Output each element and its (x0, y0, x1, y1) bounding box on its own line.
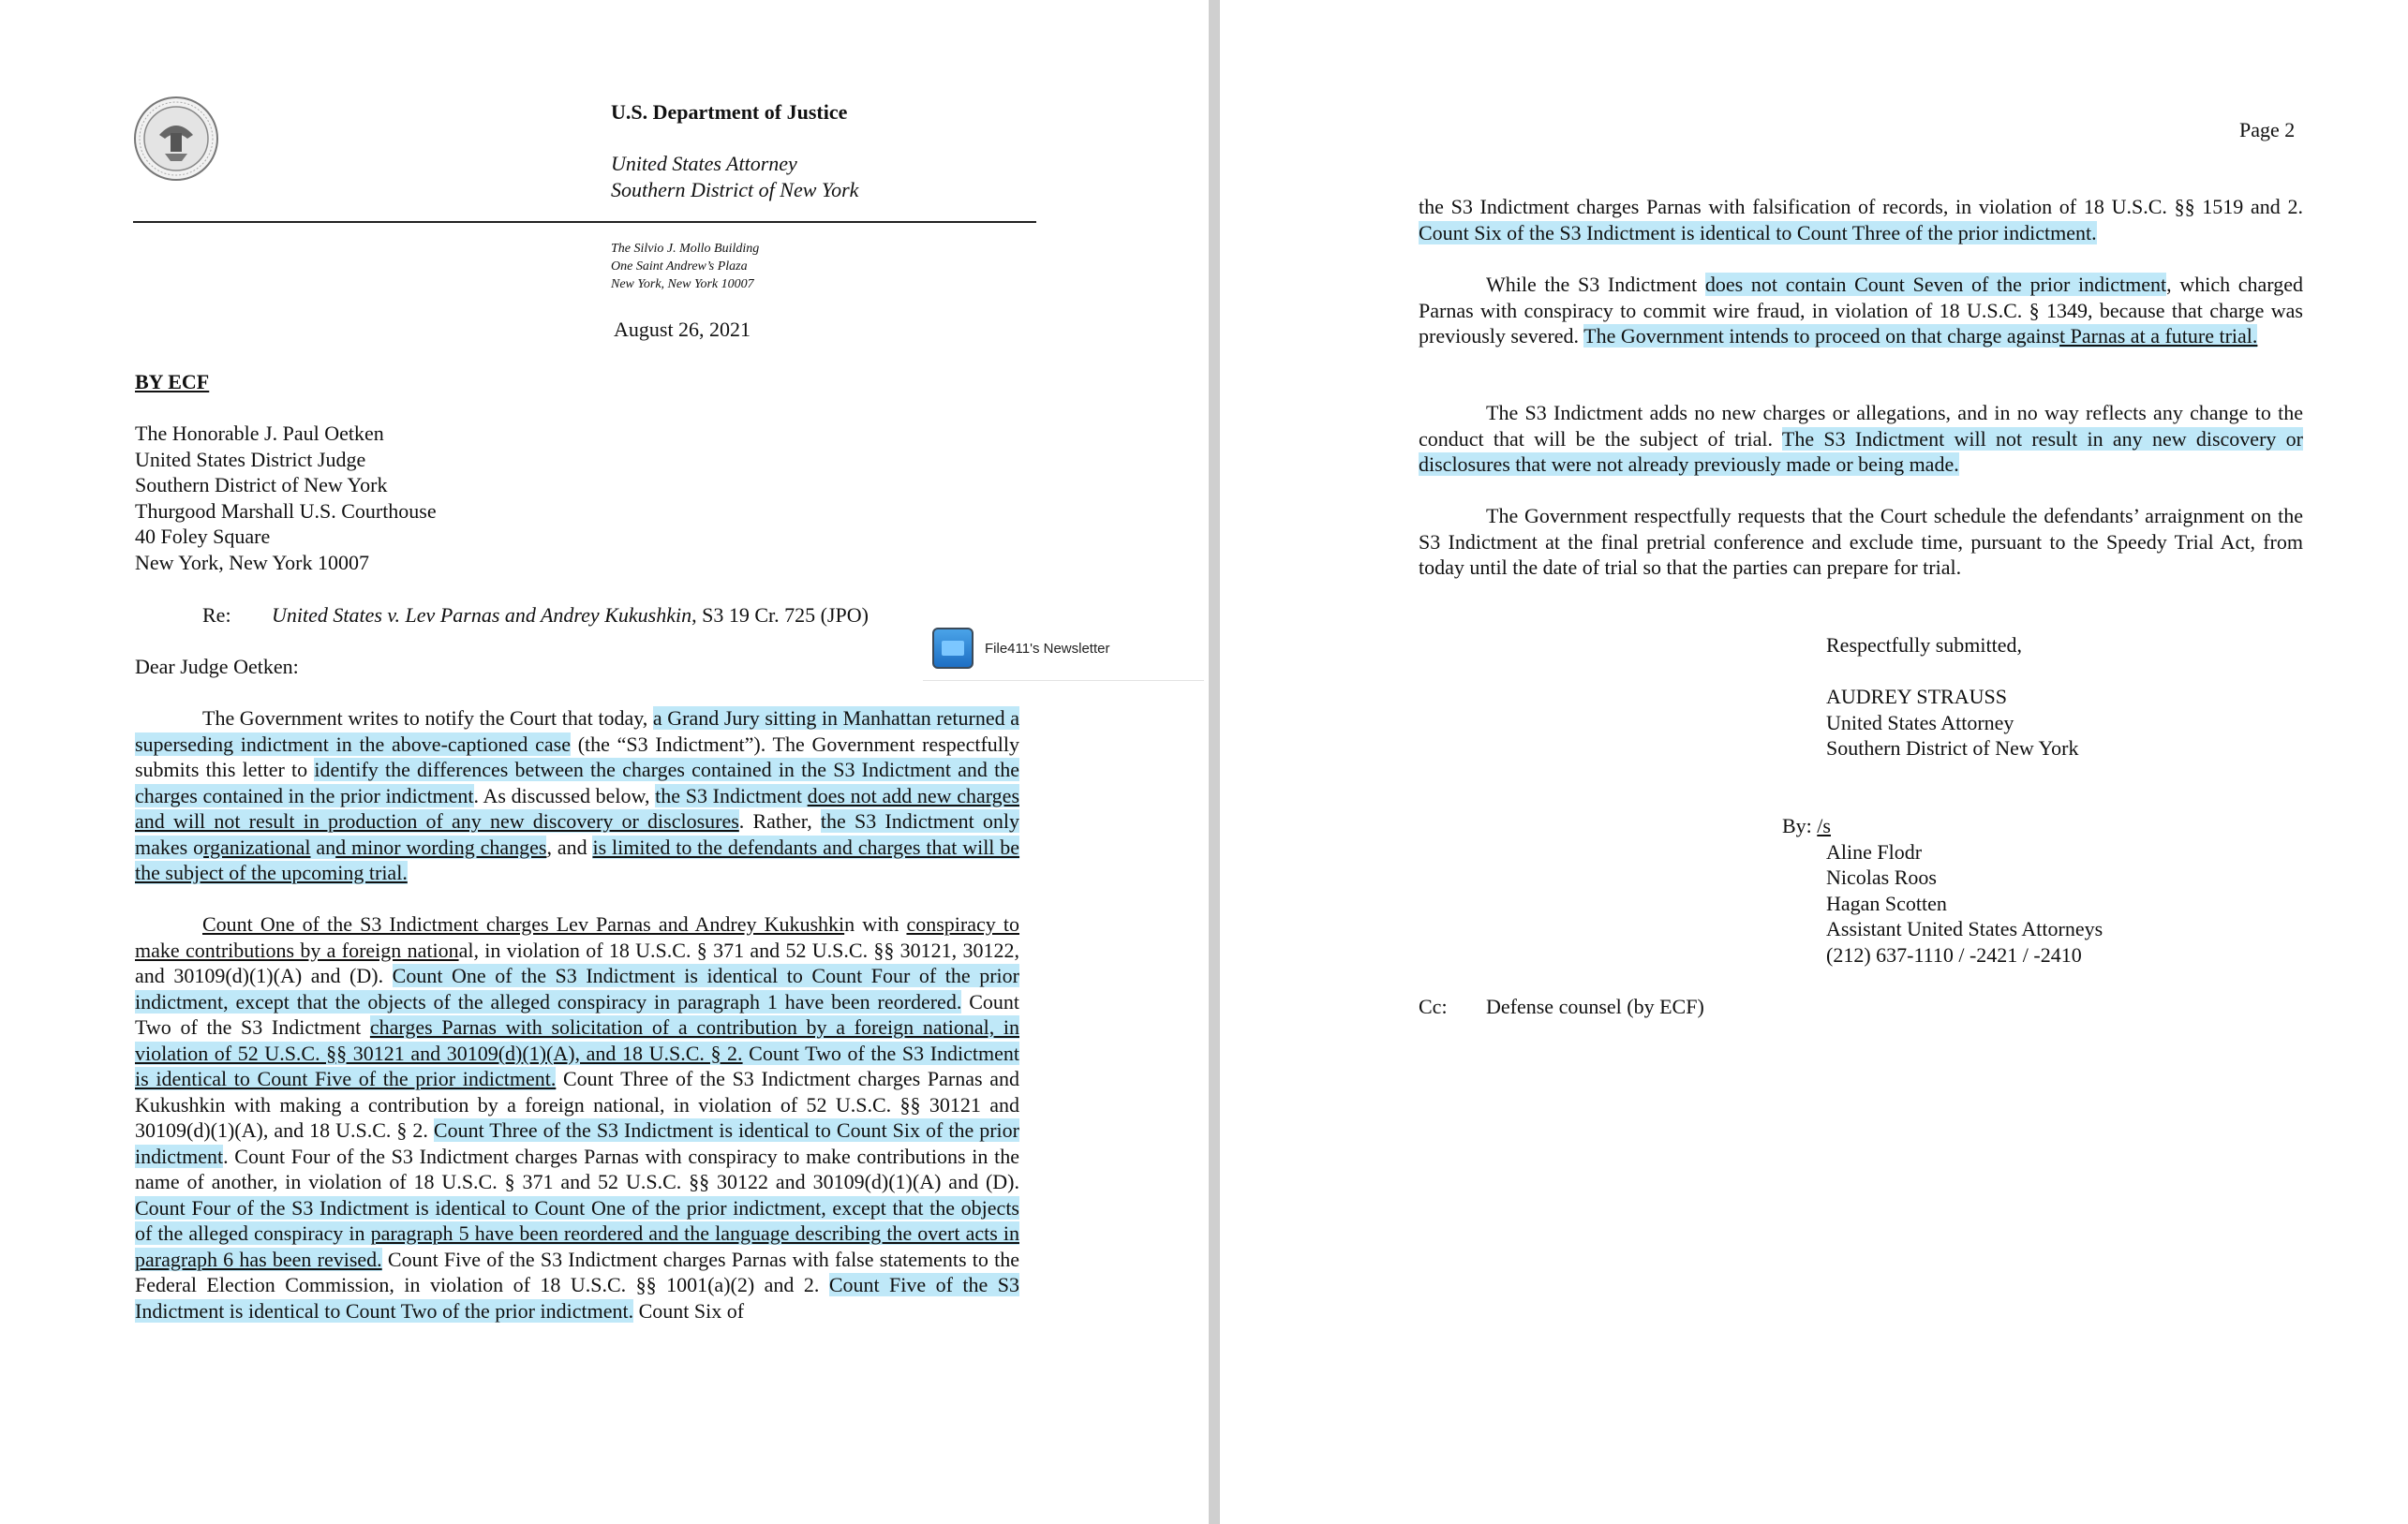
newsletter-popup[interactable] (923, 616, 1204, 681)
doj-seal-logo (133, 96, 219, 182)
address-line-1: The Silvio J. Mollo Building (611, 242, 760, 256)
signer-name: AUDREY STRAUSS (1826, 685, 2007, 708)
highlight-underline: does not add new charges and will not result in production of any new discovery or disclosures (135, 783, 1019, 833)
underline: conspiracy to make contributions by a foreign nation (135, 912, 1020, 962)
paragraph-1 (135, 705, 1019, 886)
highlight: Count One of the S3 Indictment is identical to Count Four of the prior indictment, except that the objects of the alleged conspiracy in paragraph 1 have been reordered. (135, 964, 1019, 1014)
highlight: The Government intends to proceed on that charge agains (1583, 324, 2060, 348)
by-line (1782, 813, 2113, 839)
text-run: While the S3 Indictment (1486, 273, 1705, 296)
page-number: Page 2 (2239, 118, 2296, 141)
letter-date: August 26, 2021 (614, 318, 751, 341)
paragraph-6 (1419, 503, 2303, 581)
text-run: , and (546, 835, 593, 859)
highlight: Count Two of the S3 Indictment (742, 1041, 1020, 1065)
highlight: the S3 Indictment only makes o (135, 809, 1019, 859)
highlight: identify the differences between the charges contained in the S3 Indictment and the charges contained in the prior indictment (135, 758, 1019, 807)
signer-district: Southern District of New York (1826, 736, 2079, 760)
delivery-method: BY ECF (135, 370, 210, 393)
office-line-1: United States Attorney (611, 152, 797, 175)
re-line (272, 602, 869, 629)
highlight: the S3 Indictment (655, 783, 808, 807)
cc-text: Defense counsel (by ECF) (1486, 995, 1704, 1018)
text-run: The S3 Indictment adds no new charges or allegations, and in no way reflects any change to the conduct that will be the subject of trial. (1419, 401, 2303, 451)
salutation: Dear Judge Oetken: (135, 655, 299, 678)
text-run: . Rather, (738, 809, 821, 833)
addressee-line: United States District Judge (135, 448, 366, 471)
addressee-line: 40 Foley Square (135, 525, 271, 548)
highlight: Count Five of the S3 Indictment is identical to Count Two of the prior indictment. (135, 1273, 1019, 1323)
address-line-2: One Saint Andrew’s Plaza (611, 259, 748, 274)
highlight: an (310, 835, 336, 859)
address-line-3: New York, New York 10007 (611, 277, 754, 291)
highlight: does not contain Count Seven of the prior indictment (1704, 273, 2167, 296)
letterhead-rule (133, 221, 1036, 223)
re-label: Re: (202, 603, 231, 627)
underline: Count One of the S3 Indictment charges Lev Parnas and Andrey Kukushki (202, 912, 845, 936)
text-run: , which charged Parnas with conspiracy to commit wire fraud, in violation of 18 U.S.C. § 1349, because that charge was previously severed. (1419, 273, 2303, 348)
closing: Respectfully submitted, (1826, 633, 2022, 657)
cc-label: Cc: (1419, 995, 1448, 1018)
highlight-underline: t Parnas at a future trial. (2059, 324, 2258, 348)
by-label: By: (1782, 814, 1818, 837)
text-run: Count Two of the S3 Indictment (135, 989, 1019, 1039)
highlight: Count Six of the S3 Indictment is identical to Count Three of the prior indictment. (1419, 220, 2097, 244)
re-docket: , S3 19 Cr. 725 (JPO) (691, 603, 869, 627)
paragraph-2 (135, 911, 1019, 1324)
addressee-line: New York, New York 10007 (135, 551, 369, 574)
text-run: al, in violation of 18 U.S.C. § 371 and 52 U.S.C. §§ 30121, 30122, and 30109(d)(1)(A) and (D). (135, 938, 1019, 987)
agency-name: U.S. Department of Justice (611, 100, 848, 124)
addressee-line: Southern District of New York (135, 473, 388, 496)
text-run: . Count Four of the S3 Indictment charges Parnas with conspiracy to make contributions in the name of another, in violation of 18 U.S.C. § 371 and 52 U.S.C. §§ 30122 and 30109(d)(1)(A) and (D). (135, 1144, 1019, 1193)
highlight: Count Four of the S3 Indictment is identical to Count One of the prior indictment, except that the objects of the alleged conspiracy in (135, 1195, 1019, 1245)
highlight-underline: d minor wording changes (335, 835, 547, 859)
paragraph-6-text: The Government respectfully requests that the Court schedule the defendants’ arraignment on the S3 Indictment at the final pretrial conference and exclude time, pursuant to the Speedy Trial Act, from today until the date of trial so that the parties can prepare for trial. (1419, 504, 2303, 579)
text-run: Count Six of (633, 1298, 745, 1323)
staff-line: Assistant United States Attorneys (1826, 917, 2103, 940)
letter-page-2 (1220, 0, 2408, 1524)
staff-line: Aline Flodr (1826, 840, 1923, 864)
highlight: a Grand Jury sitting in Manhattan returned a superseding indictment in the above-captioned case (135, 706, 1019, 756)
newsletter-title[interactable]: File411's Newsletter (985, 640, 1110, 657)
signature-line: /s (1817, 814, 1831, 837)
text-run: Count Three of the S3 Indictment charges Parnas and Kukushkin with making a contribution by a foreign national, in violation of 52 U.S.C. §§ 30121 and 30109(d)(1)(A), and 18 U.S.C. § 2. (135, 1067, 1019, 1142)
highlight: Count Three of the S3 Indictment is identical to Count Six of the prior indictment (135, 1118, 1019, 1168)
text-run: Count Five of the S3 Indictment charges Parnas with false statements to the Federal Election Commission, in violation of 18 U.S.C. §§ 1001(a)(2) and 2. (135, 1247, 1019, 1296)
text-run: The Government writes to notify the Court that today, (202, 706, 653, 730)
addressee-line: Thurgood Marshall U.S. Courthouse (135, 499, 437, 523)
text-run: n with (844, 912, 907, 936)
paragraph-5 (1419, 400, 2303, 478)
highlight-underline: is limited to the defendants and charges that will be the subject of the upcoming trial. (135, 835, 1020, 884)
highlight-underline: is identical to Count Five of the prior indictment. (135, 1067, 557, 1090)
highlight-underline: rganizational (203, 835, 311, 859)
folder-app-icon[interactable] (932, 628, 974, 669)
addressee-line: The Honorable J. Paul Oetken (135, 422, 384, 445)
staff-line: Hagan Scotten (1826, 892, 1947, 915)
paragraph-3 (1419, 194, 2303, 245)
staff-phone: (212) 637-1110 / -2421 / -2410 (1826, 943, 2082, 967)
re-case: United States v. Lev Parnas and Andrey Kukushkin (272, 603, 692, 627)
paragraph-4 (1419, 272, 2303, 349)
text-run: (the “S3 Indictment”). The Government respectfully submits this letter to (135, 732, 1019, 781)
highlight-underline: paragraph 5 have been reordered and the language describing the overt acts in paragraph 6 has been revised. (135, 1221, 1019, 1271)
staff-line: Nicolas Roos (1826, 866, 1937, 889)
office-line-2: Southern District of New York (611, 178, 859, 201)
page-divider (1209, 0, 1220, 1524)
signer-title: United States Attorney (1826, 711, 2014, 734)
text-run: . As discussed below, (473, 783, 656, 807)
highlight-underline: charges Parnas with solicitation of a contribution by a foreign national, in violation of 52 U.S.C. §§ 30121 and 30109(d)(1)(A), and 18 U.S.C. § 2. (135, 1015, 1019, 1065)
highlight: The S3 Indictment will not result in any new discovery or disclosures that were not already previously made or being made. (1419, 426, 2304, 476)
text-run: the S3 Indictment charges Parnas with falsification of records, in violation of 18 U.S.C. §§ 1519 and 2. (1419, 195, 2303, 218)
